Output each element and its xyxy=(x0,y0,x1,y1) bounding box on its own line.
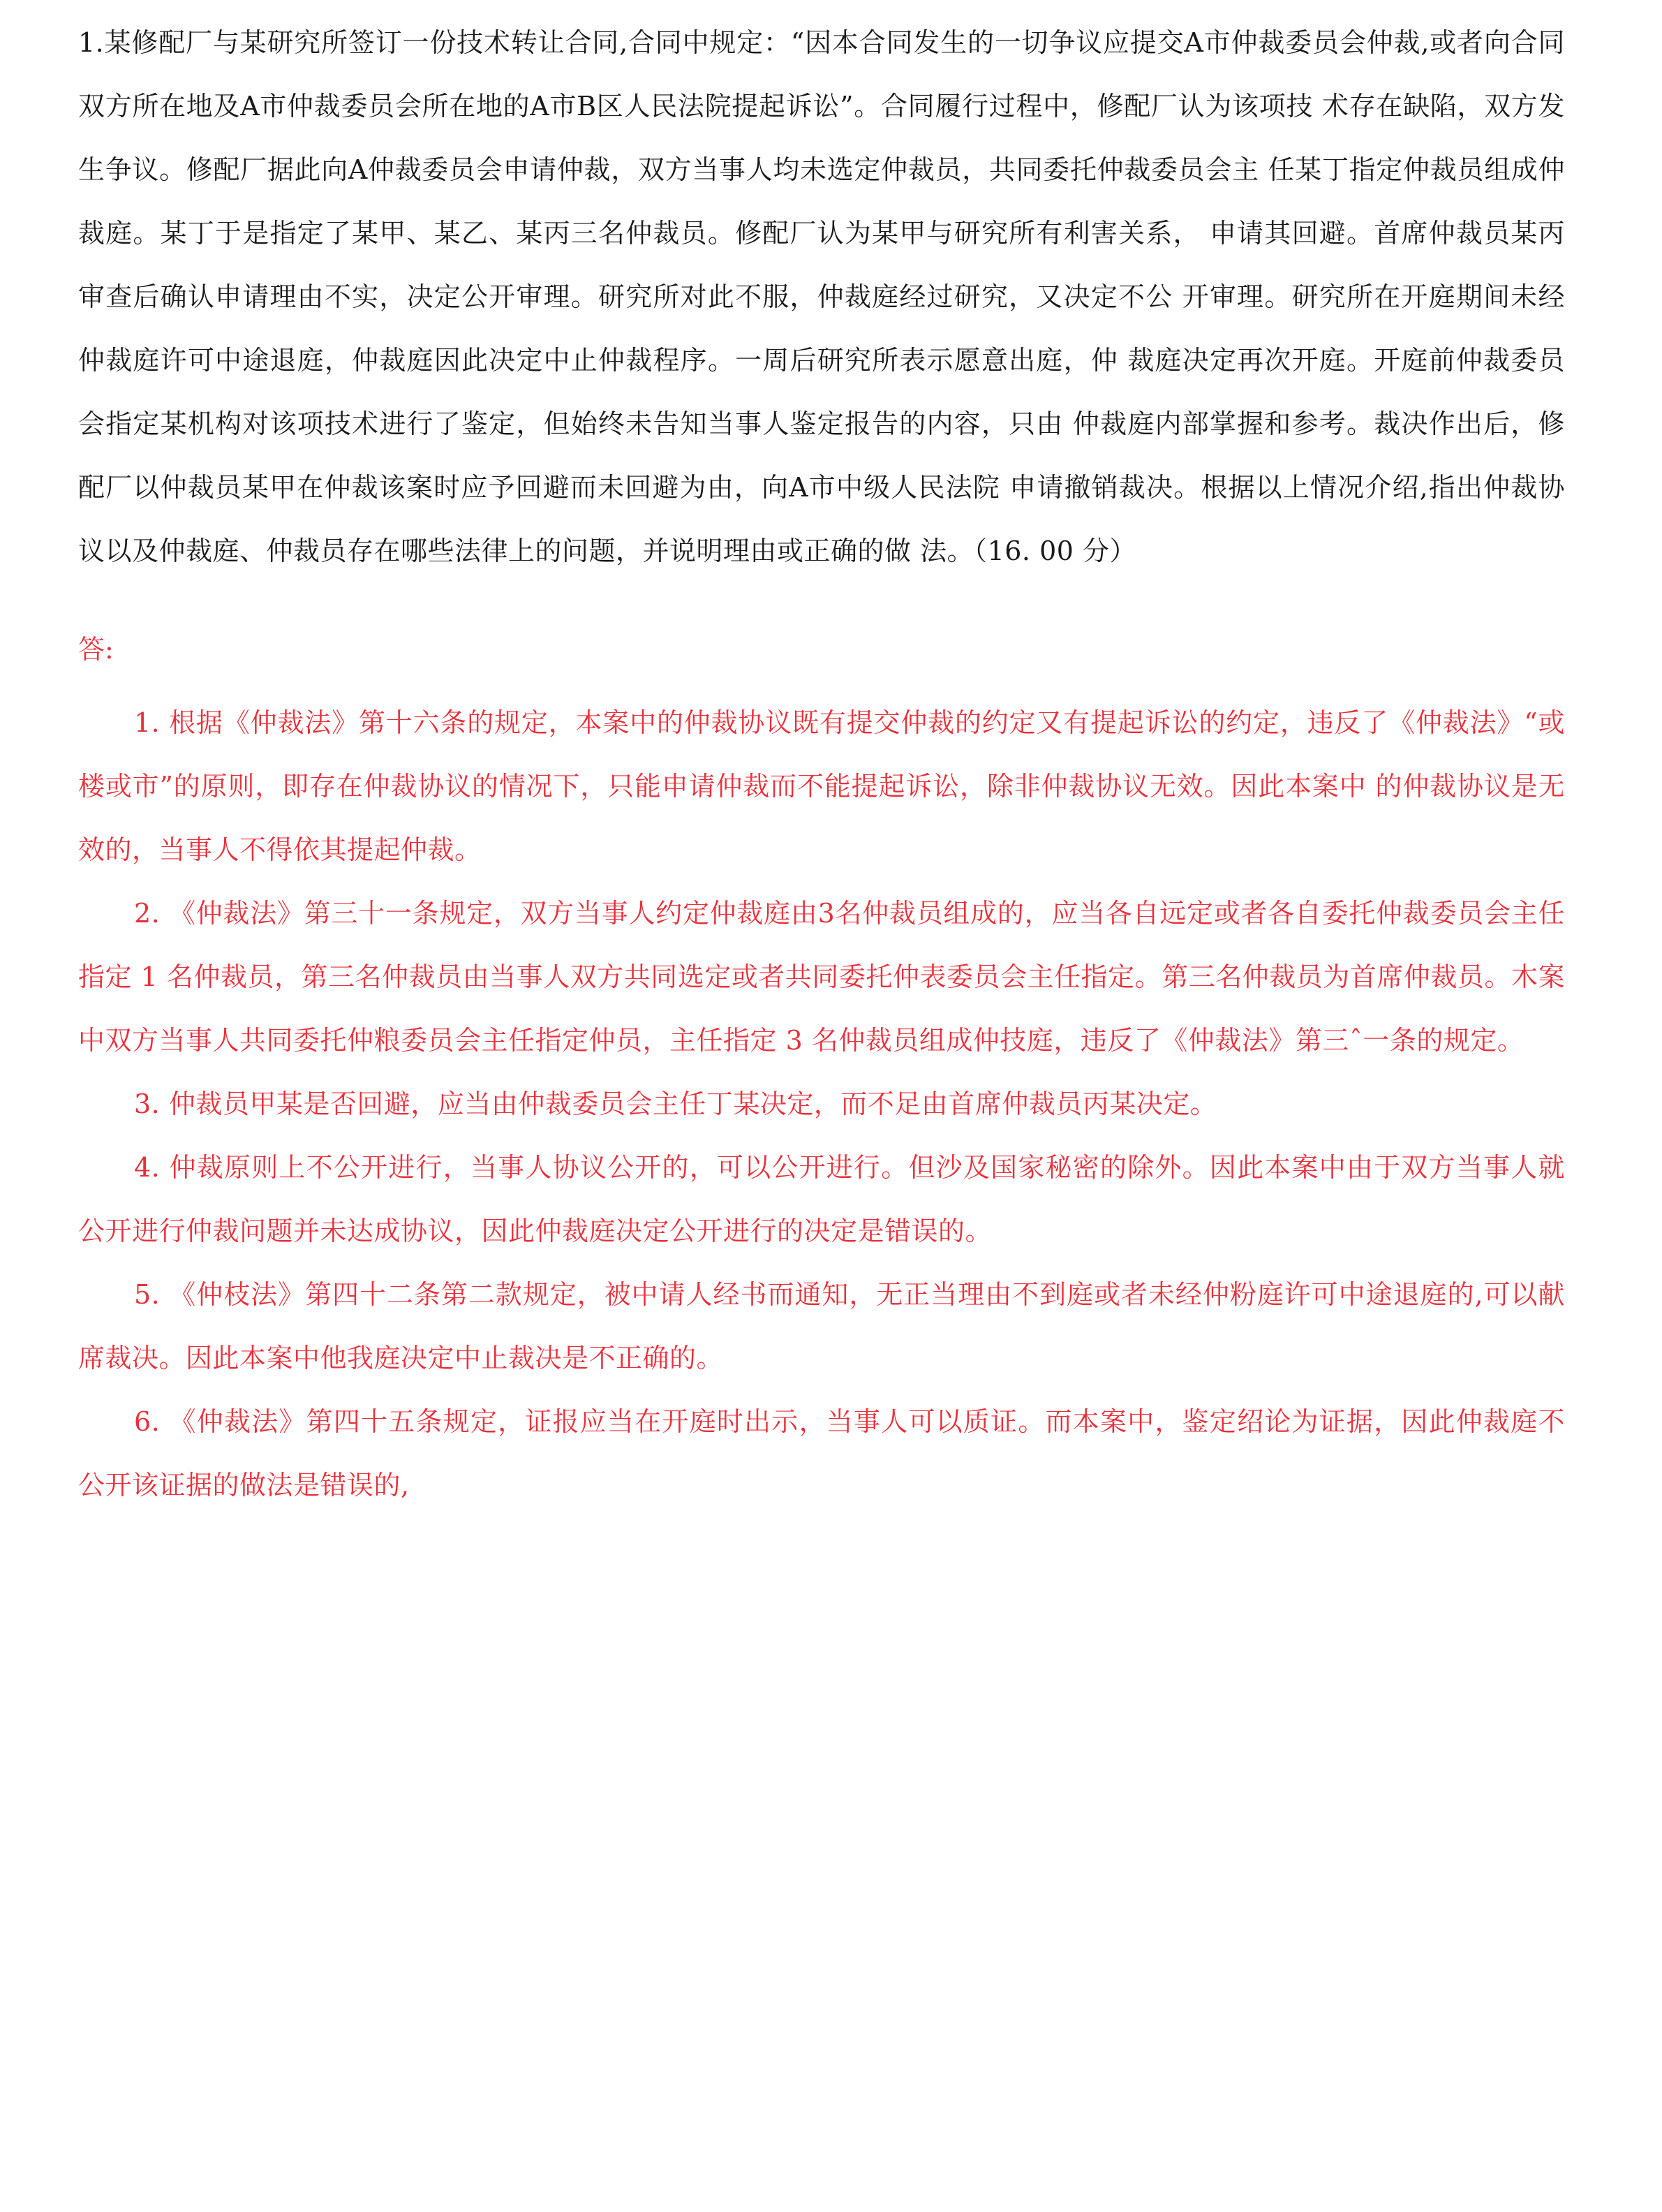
answer-label: 答: xyxy=(78,634,114,665)
answer-item-5: 5. 《仲枝法》第四十二条第二款规定，被中请人经书而通知，无正当理由不到庭或者未经仲粉庭许可中途退庭的,可以献席裁决。因此本案中他我庭决定中止裁决是不正确的。 xyxy=(78,1279,1565,1373)
answer-item-6: 6. 《仲裁法》第四十五条规定，证报应当在开庭时出示，当事人可以质证。而本案中，鉴定绍论为证据，因此仲裁庭不公开该证据的做法是错误的, xyxy=(78,1406,1565,1501)
answer-item-4: 4. 仲裁原则上不公开进行，当事人协议公开的，可以公开进行。但沙及国家秘密的除外。因此本案中由于双方当事人就公开进行仲裁问题并未达成协议，因此仲裁庭决定公开进行的决定是错误的。 xyxy=(78,1152,1565,1246)
answer-item-1: 1. 根据《仲裁法》第十六条的规定，本案中的仲裁协议既有提交仲裁的约定又有提起诉讼的约定，违反了《仲裁法》“或楼或市”的原则，即存在仲裁协议的情况下，只能申请仲裁而不能提起诉讼，除非仲裁协议无效。因此本案中 的仲裁协议是无效的，当事人不得依其提起仲裁。 xyxy=(78,707,1565,865)
answer-list xyxy=(78,691,1565,1517)
answer-item-3: 3. 仲裁员甲某是否回避，应当由仲裁委员会主任丁某决定，而不足由首席仲裁员丙某决定。 xyxy=(134,1089,1217,1119)
question-text: 1.某修配厂与某研究所签订一份技术转让合同,合同中规定：“因本合同发生的一切争议应提交A市仲裁委员会仲裁,或者向合同双方所在地及A市仲裁委员会所在地的A市B区人民法院提起诉讼”。合同履行过程中，修配厂认为该项技 术存在缺陷，双方发生争议。修配厂据此向A仲裁委员会申请仲裁，双方当事人均未选定仲裁员，共同委托仲裁委员会主 任某丁指定仲裁员组成仲裁庭。某丁于是指定了某甲、某乙、某丙三名仲裁员。修配厂认为某甲与研究所有利害关系， 申请其回避。首席仲裁员某丙审查后确认申请理由不实，决定公开审理。研究所对此不服，仲裁庭经过研究，又决定不公 开审理。研究所在开庭期间未经仲裁庭许可中途退庭，仲裁庭因此决定中止仲裁程序。一周后研究所表示愿意出庭，仲 裁庭决定再次开庭。开庭前仲裁委员会指定某机构对该项技术进行了鉴定，但始终未告知当事人鉴定报告的内容，只由 仲裁庭内部掌握和参考。裁决作出后，修配厂以仲裁员某甲在仲裁该案时应予回避而未回避为由，向A市中级人民法院 申请撤销裁决。根据以上情况介绍,指出仲裁协议以及仲裁庭、仲裁员存在哪些法律上的问题，并说明理由或正确的做 法。（16. 00 分） xyxy=(78,27,1565,566)
answer-item-2: 2. 《仲裁法》第三十一条规定，双方当事人约定仲裁庭由3名仲裁员组成的，应当各自远定或者各自委托仲裁委员会主任指定 1 名仲裁员，第三名仲裁员由当事人双方共同选定或者共同委托仲表委员会主任指定。第三名仲裁员为首席仲裁员。木案中双方当事人共同委托仲粮委员会主任指定仲员，主任指定 3 名仲裁员组成仲技庭，违反了《仲裁法》第三ˆ一条的规定。 xyxy=(78,898,1565,1056)
